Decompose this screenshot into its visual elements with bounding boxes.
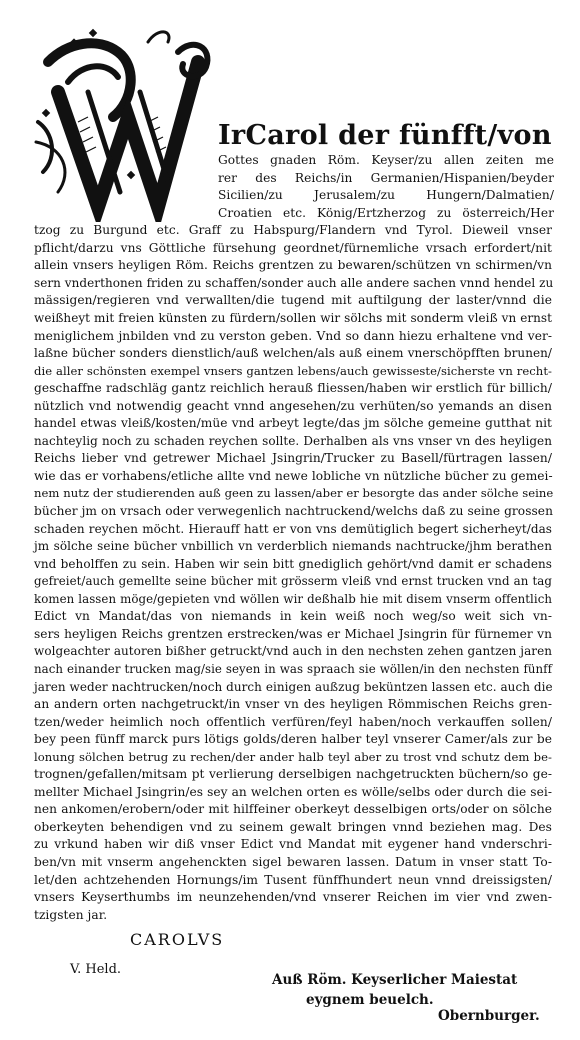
body-line: bücher jm on vrsach oder verwegenlich nachtruckend/welchs daß zu seine grossen	[34, 504, 553, 518]
body-line: geschaffne radschläg gantz reichlich herauß fliessen/haben wir erstlich für billich/	[34, 381, 552, 396]
body-line: zu vrkund haben wir diß vnser Edict vnd Mandat mit eygener hand vnderschri-	[34, 837, 552, 852]
imperial-signature: CAROLVS	[130, 930, 225, 949]
body-line: mässigen/regieren vnd verwallten/die tugend mit auftilgung der laster/vnnd die	[34, 293, 552, 308]
body-line: vnsers Keyserthumbs im neunzehenden/vnd vnserer Reichen im vier vnd zwen-	[34, 890, 552, 905]
body-line: vnd beholffen zu sein. Haben wir sein bitt gnediglich gehört/vnd damit er schadens	[34, 556, 552, 571]
body-line: Croatien etc. König/Ertzherzog zu österreich/Her	[218, 205, 554, 220]
body-line: laßne bücher sonders dienstlich/auß welchen/als auß einem vnerschöpfften brunen/	[34, 346, 552, 361]
body-line: pflicht/darzu vns Göttliche fürsehung geordnet/fürnemliche vrsach erfordert/nit	[34, 240, 552, 255]
body-line: nützlich vnd notwendig geacht vnnd angesehen/zu verhüten/so yemands an disen	[34, 398, 552, 413]
body-line: wie das er vorhabens/etliche allte vnd newe lobliche vn nützliche bücher zu gemei-	[34, 468, 553, 483]
body-line: Sicilien/zu Jerusalem/zu Hungern/Dalmatien/	[218, 188, 554, 203]
body-line: oberkeyten behendigen vnd zu seinem gewalt bringen vnnd beziehen mag. Des	[34, 819, 552, 834]
body-line: schaden reychen möcht. Hierauff hatt er von vns demütiglich begert sicherheyt/das	[34, 521, 552, 536]
body-line: sern vnderthonen friden zu schaffen/sonder auch alle andere sachen vnnd hendel zu	[34, 275, 554, 290]
decorated-initial-w-icon	[28, 22, 218, 222]
body-line: nen ankomen/erobern/oder mit hilffeiner oberkeyt desselbigen orts/oder on sölche	[34, 802, 552, 817]
ornamental-initial-icon	[28, 22, 218, 222]
body-line: Reichs lieber vnd getrewer Michael Jsingrin/Trucker zu Basell/fürtragen lassen/	[34, 451, 552, 466]
body-line: sers heyligen Reichs grentzen erstrecken/was er Michael Jsingrin für fürnemer vn	[34, 626, 552, 641]
body-line: jm sölche seine bücher vnbillich vn verderblich niemands nachtrucke/jhm berathen	[34, 539, 552, 554]
authority-line-2: eygnem beuelch.	[306, 992, 434, 1008]
body-line: rer des Reichs/in Germanien/Hispanien/beyder	[218, 170, 554, 185]
body-line: wolgeachter autoren bißher getruckt/vnd auch in den nechsten zehen gantzen jaren	[34, 644, 552, 659]
secretary-signature: V. Held.	[70, 962, 122, 977]
body-line: komen lassen möge/gepieten vnd wöllen wir deßhalb hie mit disem vnserm offentlich	[34, 591, 552, 606]
body-line: Edict vn Mandat/das von niemands in kein weiß noch weg/so weit sich vn-	[34, 609, 552, 624]
body-line: nachteylig noch zu schaden reychen sollte. Derhalben als vns vnser vn des heyligen	[34, 433, 552, 448]
body-line: allein vnsers heyligen Röm. Reichs grentzen zu bewaren/schützen vn schirmen/vn	[34, 258, 552, 273]
body-line: trognen/gefallen/mitsam pt verlierung derselbigen nachgetruckten büchern/so ge-	[34, 767, 552, 782]
countersignature: Obernburger.	[438, 1008, 540, 1024]
body-line: die aller schönsten exempel vnsers gantzen lebens/auch gewisseste/sicherste vn recht-	[34, 363, 552, 378]
body-line: ben/vn mit vnserm angehenckten sigel bewaren lassen. Datum in vnser statt To-	[34, 855, 552, 869]
authority-line-1: Auß Röm. Keyserlicher Maiestat	[272, 972, 518, 988]
body-line: an andern orten nachgetruckt/in vnser vn des heyligen Römmischen Reichs gren-	[34, 697, 552, 712]
body-line: meniglichem jnbilden vnd zu verston geben. Vnd so dann hiezu erhaltene vnd ver-	[34, 328, 552, 343]
body-line: gefreiet/auch gemellte seine bücher mit grösserm vleiß vnd ernst trucken vnd an tag	[34, 574, 552, 589]
body-line: let/den achtzehenden Hornungs/im Tusent fünffhundert neun vnnd dreissigsten/	[34, 872, 552, 887]
body-line: jaren weder nachtrucken/noch durch einigen außzug beküntzen lassen etc. auch die	[34, 679, 553, 694]
body-line: Gottes gnaden Röm. Keyser/zu allen zeiten me	[218, 153, 554, 167]
body-line: tzog zu Burgund etc. Graff zu Habspurg/Flandern vnd Tyrol. Dieweil vnser	[34, 223, 552, 238]
edict-heading: IrCarol der fünfft/von	[218, 120, 552, 151]
body-line: tzigsten jar.	[34, 907, 108, 922]
body-line: tzen/weder heimlich noch offentlich verfüren/feyl haben/noch verkauffen sollen/	[34, 714, 552, 729]
body-line: lonung sölchen betrug zu rechen/der ander halb teyl aber zu trost vnd schutz dem be-	[34, 749, 552, 764]
body-line: weißheyt mit freien künsten zu fürdern/sollen wir sölchs mit sonderm vleiß vn ernst	[34, 310, 552, 325]
body-line: bey peen fünff marck purs lötigs golds/deren halber teyl vnserer Camer/als zur be	[34, 732, 552, 747]
body-line: nach einander trucken mag/sie seyen in was spraach sie wöllen/in den nechsten fünff	[34, 661, 552, 676]
body-line: mellter Michael Jsingrin/es sey an welchen orten es wölle/selbs oder durch die sei-	[34, 784, 552, 799]
body-line: handel etwas vleiß/kosten/müe vnd arbeyt legte/das jm sölche gemeine gutthat nit	[34, 416, 552, 431]
body-line: nem nutz der studierenden auß geen zu lassen/aber er besorgte das ander sölche seine	[34, 486, 554, 501]
